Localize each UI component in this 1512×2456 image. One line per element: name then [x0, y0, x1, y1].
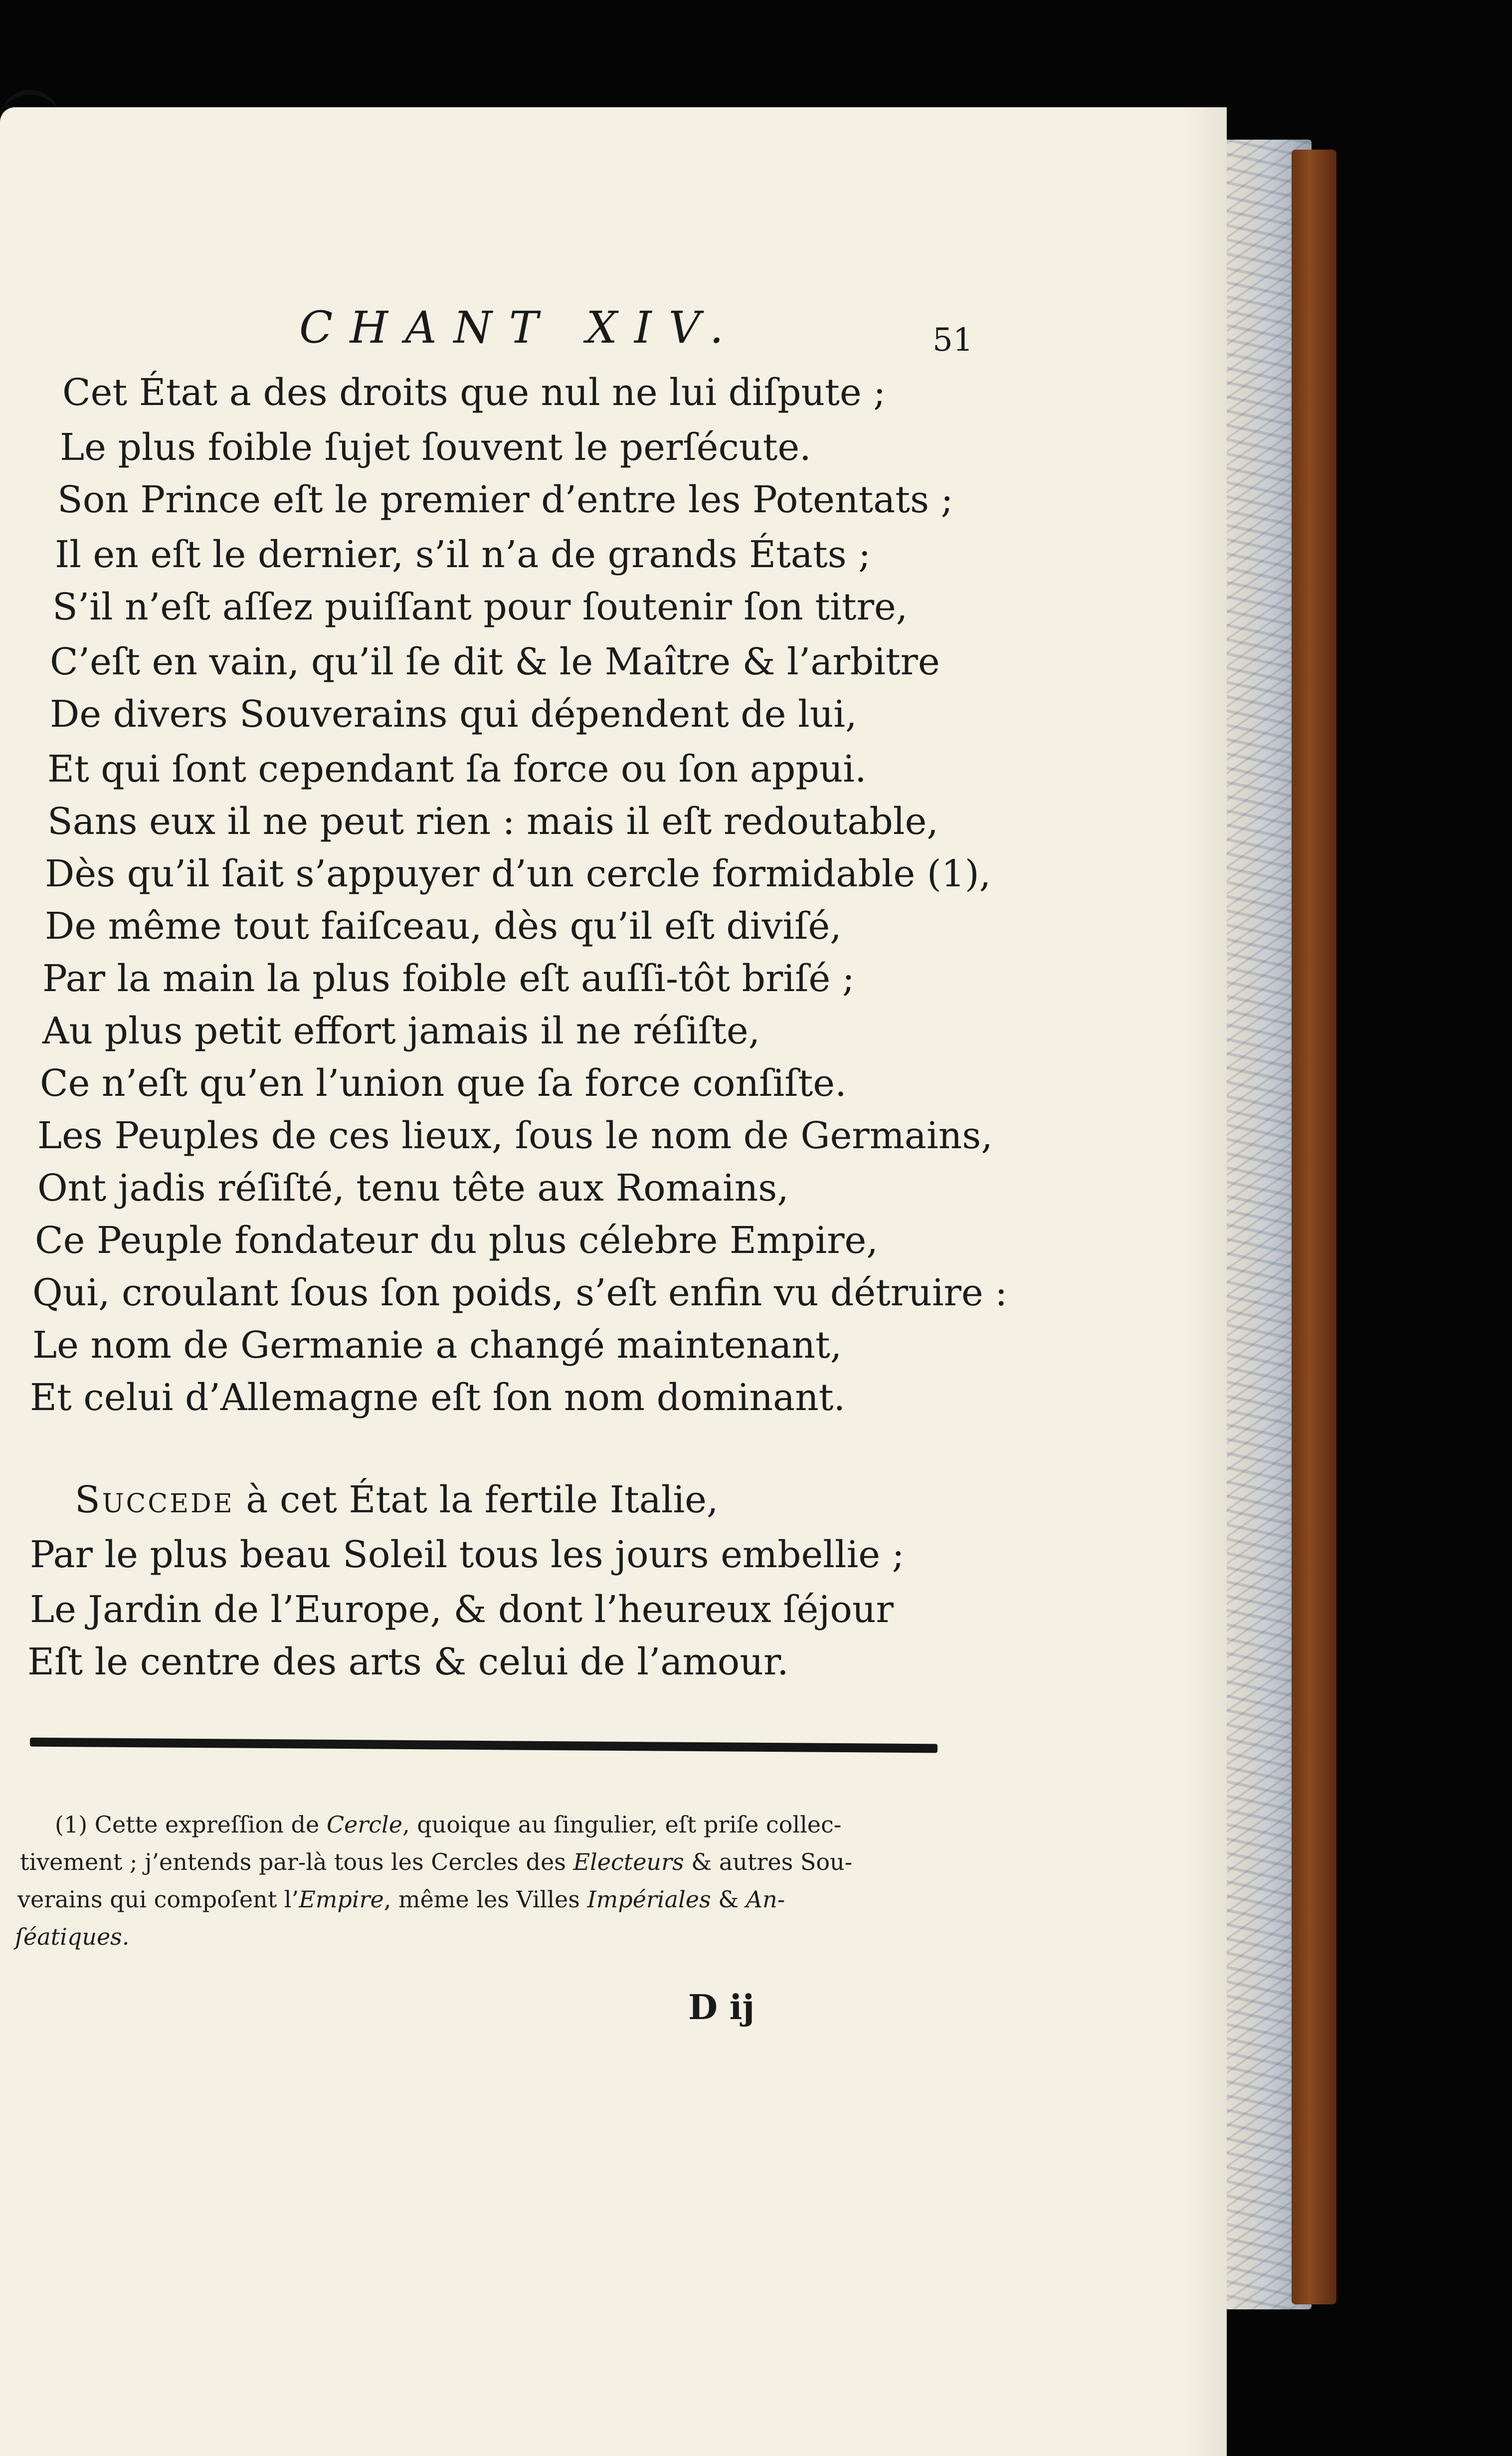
verse-line: Ce Peuple fondateur du plus célebre Empire, [35, 1219, 878, 1262]
signature-mark: D ij [688, 1988, 755, 2028]
page-number: 51 [933, 322, 973, 359]
verse-line: Et celui d’Allemagne eſt ſon nom dominant. [30, 1376, 846, 1419]
stanza-opening-rest: à cet État la fertile Italie, [234, 1478, 719, 1521]
footnote-separator-rule [30, 1738, 938, 1753]
verse-line: Les Peuples de ces lieux, ſous le nom de Germains, [37, 1114, 993, 1157]
verse-line: S’il n’eſt aſſez puiſſant pour ſoutenir ſon titre, [52, 586, 908, 628]
verse-line: Dès qu’il ſait s’appuyer d’un cercle formidable (1), [45, 852, 991, 895]
verse-line: Ce n’eſt qu’en l’union que ſa force conſiſte. [40, 1062, 847, 1105]
footnote-line: (1) Cette expreſſion de Cercle, quoique au ſingulier, eſt priſe collec- [55, 1811, 842, 1838]
verse-line: Et qui ſont cependant ſa force ou ſon appui. [47, 748, 867, 791]
verse-line: Cet État a des droits que nul ne lui diſpute ; [62, 371, 886, 414]
verse-line: Par le plus beau Soleil tous les jours embellie ; [30, 1533, 905, 1576]
verse-line: Le plus foible ſujet ſouvent le perſécute. [60, 426, 811, 469]
stanza-opening-word: Succede [75, 1478, 234, 1521]
verse-line: Au plus petit effort jamais il ne réſiſte, [42, 1010, 760, 1052]
verse-line: De même tout faiſceau, dès qu’il eſt diviſé, [45, 905, 842, 948]
verse-line-opening [75, 1478, 1062, 1521]
book-page [0, 107, 1227, 2456]
verse-line: Le nom de Germanie a changé maintenant, [32, 1324, 842, 1367]
verse-line: Son Prince eſt le premier d’entre les Potentats ; [57, 478, 953, 521]
running-title: CHANT XIV. [299, 302, 741, 353]
book-cover-edge [1292, 150, 1336, 2304]
verse-line: C’eſt en vain, qu’il ſe dit & le Maître & l’arbitre [50, 640, 940, 683]
verse-line: De divers Souverains qui dépendent de lui, [50, 693, 857, 736]
verse-line: Ont jadis réſiſté, tenu tête aux Romains, [37, 1167, 789, 1210]
running-head [0, 302, 1227, 372]
footnote-line: ſéatiques. [15, 1923, 130, 1950]
verse-line: Eſt le centre des arts & celui de l’amour. [27, 1640, 789, 1683]
verse-line: Il en eſt le dernier, s’il n’a de grands États ; [55, 533, 871, 576]
verse-line: Le Jardin de l’Europe, & dont l’heureux ſéjour [30, 1588, 894, 1631]
verse-line: Qui, croulant ſous ſon poids, s’eſt enfin vu détruire : [32, 1271, 1008, 1314]
footnote-line: verains qui compoſent l’Empire, même les Villes Impériales & An- [17, 1886, 785, 1913]
footnote-line: tivement ; j’entends par-là tous les Cercles des Electeurs & autres Sou- [20, 1848, 853, 1875]
verse-line: Par la main la plus foible eſt auſſi-tôt briſé ; [42, 957, 855, 1000]
verse-line: Sans eux il ne peut rien : mais il eſt redoutable, [47, 800, 939, 843]
